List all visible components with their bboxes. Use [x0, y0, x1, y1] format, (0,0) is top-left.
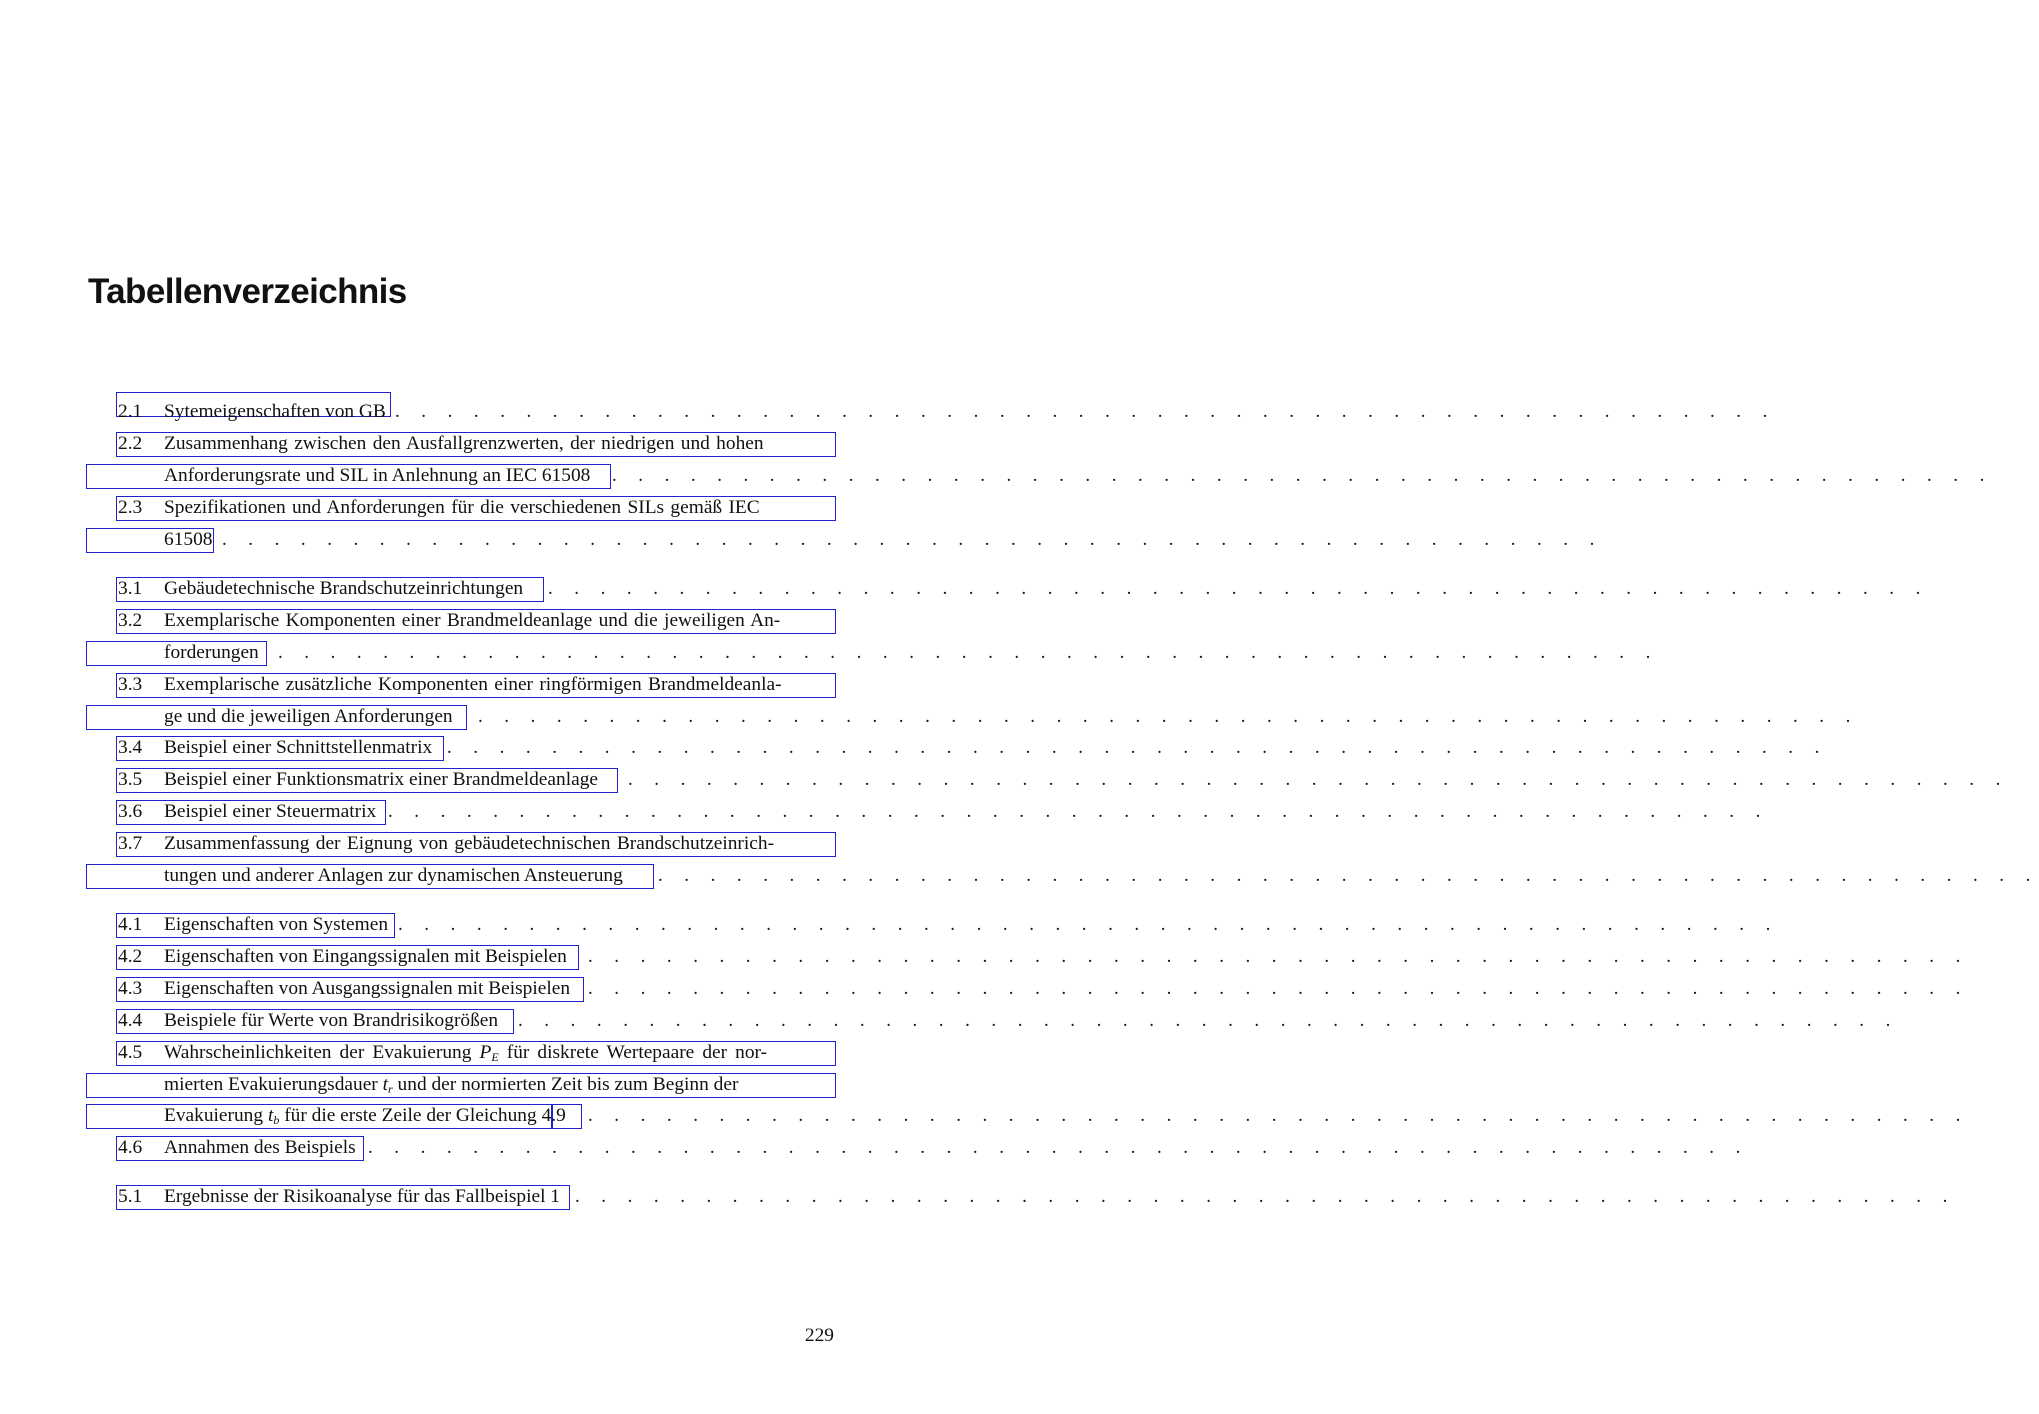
dot-leader-text: . . . . . . . . . . . . . . . . . . . . . . . . . . . . . . . . . . . . . . . . . . . . . . . . . . . . . — [398, 914, 1779, 935]
table-title: 61508 — [164, 529, 213, 550]
dot-leader-text: . . . . . . . . . . . . . . . . . . . . . . . . . . . . . . . . . . . . . . . . . . . . . . . . . . . . . — [222, 529, 1603, 550]
dot-leader-text: . . . . . . . . . . . . . . . . . . . . . . . . . . . . . . . . . . . . . . . . . . . . . . . . . . . . . — [658, 865, 2039, 886]
dot-leader-text: . . . . . . . . . . . . . . . . . . . . . . . . . . . . . . . . . . . . . . . . . . . . . . . . . . . . . — [588, 1105, 1969, 1126]
table-title: Zusammenfassung der Eignung von gebäudetechnischen Brandschutzeinrich- — [164, 833, 775, 854]
math-tb — [268, 1105, 279, 1126]
title-part: Wahrscheinlichkeiten der Evakuierung — [164, 1042, 472, 1063]
dot-leader-text: . . . . . . . . . . . . . . . . . . . . . . . . . . . . . . . . . . . . . . . . . . . . . . . . . . . . . — [278, 642, 1659, 663]
dot-leader — [518, 1009, 1899, 1033]
dot-leader-text: . . . . . . . . . . . . . . . . . . . . . . . . . . . . . . . . . . . . . . . . . . . . . . . . . . . . . — [478, 706, 1859, 727]
title-part: Evakuierung — [164, 1105, 264, 1126]
dot-leader-text: . . . . . . . . . . . . . . . . . . . . . . . . . . . . . . . . . . . . . . . . . . . . . . . . . . . . . — [518, 1010, 1899, 1031]
table-number: 3.5 — [118, 769, 143, 790]
table-number: 4.4 — [118, 1010, 143, 1031]
math-subscript: b — [273, 1113, 280, 1127]
table-title — [164, 1104, 566, 1132]
math-pe — [480, 1042, 499, 1063]
dot-leader-text: . . . . . . . . . . . . . . . . . . . . . . . . . . . . . . . . . . . . . . . . . . . . . . . . . . . . . — [575, 1186, 1956, 1207]
table-title: Beispiel einer Schnittstellenmatrix — [164, 737, 433, 758]
table-title — [164, 1073, 738, 1101]
table-number: 3.1 — [118, 578, 143, 599]
table-number: 3.7 — [118, 833, 143, 854]
dot-leader — [588, 1104, 1969, 1128]
dot-leader — [222, 528, 1603, 552]
table-title: Beispiele für Werte von Brandrisikogrößen — [164, 1010, 499, 1031]
table-number: 4.5 — [118, 1042, 143, 1063]
equation-ref[interactable]: 4.9 — [541, 1105, 566, 1126]
dot-leader — [447, 736, 1828, 760]
table-number: 4.2 — [118, 946, 143, 967]
dot-leader — [628, 768, 2009, 792]
dot-leader — [548, 577, 1929, 601]
table-title: Exemplarische Komponenten einer Brandmeldeanlage und die jeweiligen An- — [164, 610, 781, 631]
table-number: 2.2 — [118, 433, 143, 454]
table-number: 4.6 — [118, 1137, 143, 1158]
table-title: Eigenschaften von Ausgangssignalen mit Beispielen — [164, 978, 571, 999]
table-title: forderungen — [164, 642, 259, 663]
table-title: tungen und anderer Anlagen zur dynamischen Ansteuerung — [164, 865, 623, 886]
dot-leader — [612, 464, 1993, 488]
table-title: Ergebnisse der Risikoanalyse für das Fallbeispiel 1 — [164, 1186, 560, 1207]
dot-leader-text: . . . . . . . . . . . . . . . . . . . . . . . . . . . . . . . . . . . . . . . . . . . . . . . . . . . . . — [588, 978, 1969, 999]
dot-leader-text: . . . . . . . . . . . . . . . . . . . . . . . . . . . . . . . . . . . . . . . . . . . . . . . . . . . . . — [395, 401, 1776, 422]
table-number: 4.1 — [118, 914, 143, 935]
dot-leader-text: . . . . . . . . . . . . . . . . . . . . . . . . . . . . . . . . . . . . . . . . . . . . . . . . . . . . . — [628, 769, 2009, 790]
dot-leader-text: . . . . . . . . . . . . . . . . . . . . . . . . . . . . . . . . . . . . . . . . . . . . . . . . . . . . . — [388, 801, 1769, 822]
table-title: Eigenschaften von Systemen — [164, 914, 389, 935]
dot-leader-text: . . . . . . . . . . . . . . . . . . . . . . . . . . . . . . . . . . . . . . . . . . . . . . . . . . . . . — [368, 1137, 1749, 1158]
title-part: für diskrete Wertepaare der nor- — [506, 1042, 768, 1063]
table-title: Beispiel einer Funktionsmatrix einer Brandmeldeanlage — [164, 769, 599, 790]
dot-leader — [478, 705, 1859, 729]
table-title: Beispiel einer Steuermatrix — [164, 801, 377, 822]
table-title: Zusammenhang zwischen den Ausfallgrenzwerten, der niedrigen und hohen — [164, 433, 764, 454]
table-number: 3.4 — [118, 737, 143, 758]
table-title: ge und die jeweiligen Anforderungen — [164, 706, 453, 727]
dot-leader — [658, 864, 2039, 888]
dot-leader-text: . . . . . . . . . . . . . . . . . . . . . . . . . . . . . . . . . . . . . . . . . . . . . . . . . . . . . — [588, 946, 1969, 967]
math-base: t — [382, 1074, 389, 1095]
math-tr — [383, 1074, 393, 1095]
title-part: und der normierten Zeit bis zum Beginn der — [397, 1074, 739, 1095]
table-title: Gebäudetechnische Brandschutzeinrichtungen — [164, 578, 524, 599]
table-number: 2.3 — [118, 497, 143, 518]
math-subscript: r — [388, 1082, 393, 1096]
table-number: 3.2 — [118, 610, 143, 631]
table-number: 4.3 — [118, 978, 143, 999]
table-title: Exemplarische zusätzliche Komponenten einer ringförmigen Brandmeldeanla- — [164, 674, 782, 695]
dot-leader-text: . . . . . . . . . . . . . . . . . . . . . . . . . . . . . . . . . . . . . . . . . . . . . . . . . . . . . — [447, 737, 1828, 758]
title-part: für die erste Zeile der Gleichung — [284, 1105, 537, 1126]
table-title: Sytemeigenschaften von GB — [164, 401, 386, 422]
math-subscript: E — [491, 1050, 499, 1064]
title-part: mierten Evakuierungsdauer — [164, 1074, 378, 1095]
dot-leader — [388, 800, 1769, 824]
table-title: Eigenschaften von Eingangssignalen mit Beispielen — [164, 946, 567, 967]
dot-leader — [368, 1136, 1749, 1160]
table-title: Spezifikationen und Anforderungen für die verschiedenen SILs gemäß IEC — [164, 497, 760, 518]
table-number: 2.1 — [118, 401, 143, 422]
page-number: 229 — [804, 1325, 834, 1346]
table-number: 3.3 — [118, 674, 143, 695]
dot-leader — [588, 945, 1969, 969]
dot-leader — [575, 1185, 1956, 1209]
table-number: 5.1 — [118, 1186, 143, 1207]
dot-leader-text: . . . . . . . . . . . . . . . . . . . . . . . . . . . . . . . . . . . . . . . . . . . . . . . . . . . . . — [548, 578, 1929, 599]
math-base: P — [479, 1042, 492, 1063]
table-number: 3.6 — [118, 801, 143, 822]
table-title: Annahmen des Beispiels — [164, 1137, 356, 1158]
page-title: Tabellenverzeichnis — [88, 272, 407, 311]
dot-leader — [588, 977, 1969, 1001]
dot-leader — [278, 641, 1659, 665]
math-base: t — [267, 1105, 274, 1126]
dot-leader-text: . . . . . . . . . . . . . . . . . . . . . . . . . . . . . . . . . . . . . . . . . . . . . . . . . . . . . — [612, 465, 1993, 486]
table-title — [164, 1041, 767, 1069]
dot-leader — [395, 400, 1776, 424]
table-title: Anforderungsrate und SIL in Anlehnung an IEC 61508 — [164, 465, 591, 486]
dot-leader — [398, 913, 1779, 937]
